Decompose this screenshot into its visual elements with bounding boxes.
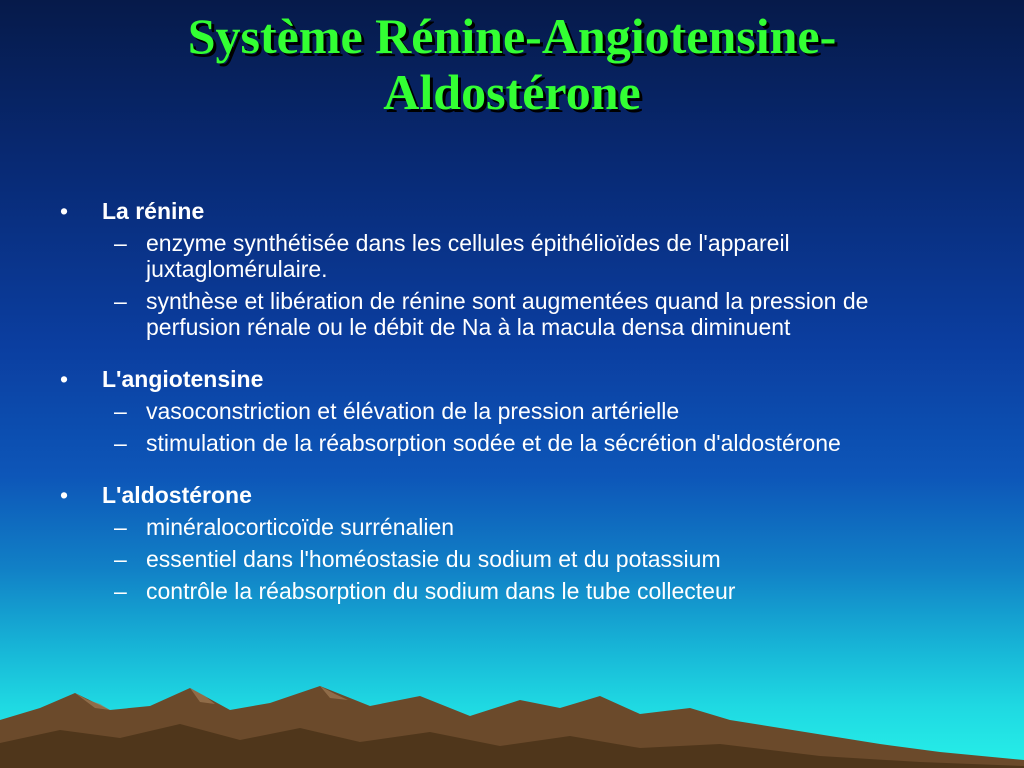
- bullet-dot: •: [60, 198, 69, 224]
- sub-item: [60, 578, 960, 604]
- section-heading: L'angiotensine: [102, 366, 264, 392]
- bullet-item: [60, 366, 960, 392]
- sub-item: [60, 514, 960, 540]
- section-heading: L'aldostérone: [102, 482, 252, 508]
- bullet-dot: •: [60, 366, 69, 392]
- sub-item: [60, 430, 960, 456]
- sub-dash: –: [114, 514, 127, 540]
- sub-item-text: essentiel dans l'homéostasie du sodium et du potassium: [146, 546, 721, 572]
- sub-dash: –: [114, 578, 127, 604]
- sub-item: [60, 546, 960, 572]
- sub-dash: –: [114, 288, 127, 314]
- sub-item: [60, 398, 960, 424]
- bullet-dot: •: [60, 482, 69, 508]
- section-angiotensine: [60, 366, 960, 456]
- bullet-list: [60, 198, 960, 630]
- sub-dash: –: [114, 430, 127, 456]
- sub-item: [60, 288, 960, 340]
- sub-item: [60, 230, 960, 282]
- title-line-2: Aldostérone: [383, 64, 641, 120]
- section-renine: [60, 198, 960, 340]
- sub-item-text: stimulation de la réabsorption sodée et de la sécrétion d'aldostérone: [146, 430, 841, 456]
- section-aldosterone: [60, 482, 960, 604]
- sub-dash: –: [114, 398, 127, 424]
- bullet-item: [60, 198, 960, 224]
- section-heading: La rénine: [102, 198, 205, 224]
- bullet-item: [60, 482, 960, 508]
- sub-item-text: vasoconstriction et élévation de la pression artérielle: [146, 398, 680, 424]
- title-line-1: Système Rénine-Angiotensine-: [187, 8, 837, 64]
- sub-item-text: enzyme synthétisée dans les cellules épithélioïdes de l'appareil juxtaglomérulaire.: [146, 230, 790, 282]
- sub-item-text: contrôle la réabsorption du sodium dans le tube collecteur: [146, 578, 736, 604]
- sub-dash: –: [114, 546, 127, 572]
- sub-dash: –: [114, 230, 127, 256]
- slide-title: [0, 8, 1024, 120]
- mountains-background: [0, 648, 1024, 768]
- sub-item-text: minéralocorticoïde surrénalien: [146, 514, 455, 540]
- sub-item-text: synthèse et libération de rénine sont augmentées quand la pression de perfusion rénale ou le débit de Na à la macula densa diminuent: [146, 288, 869, 340]
